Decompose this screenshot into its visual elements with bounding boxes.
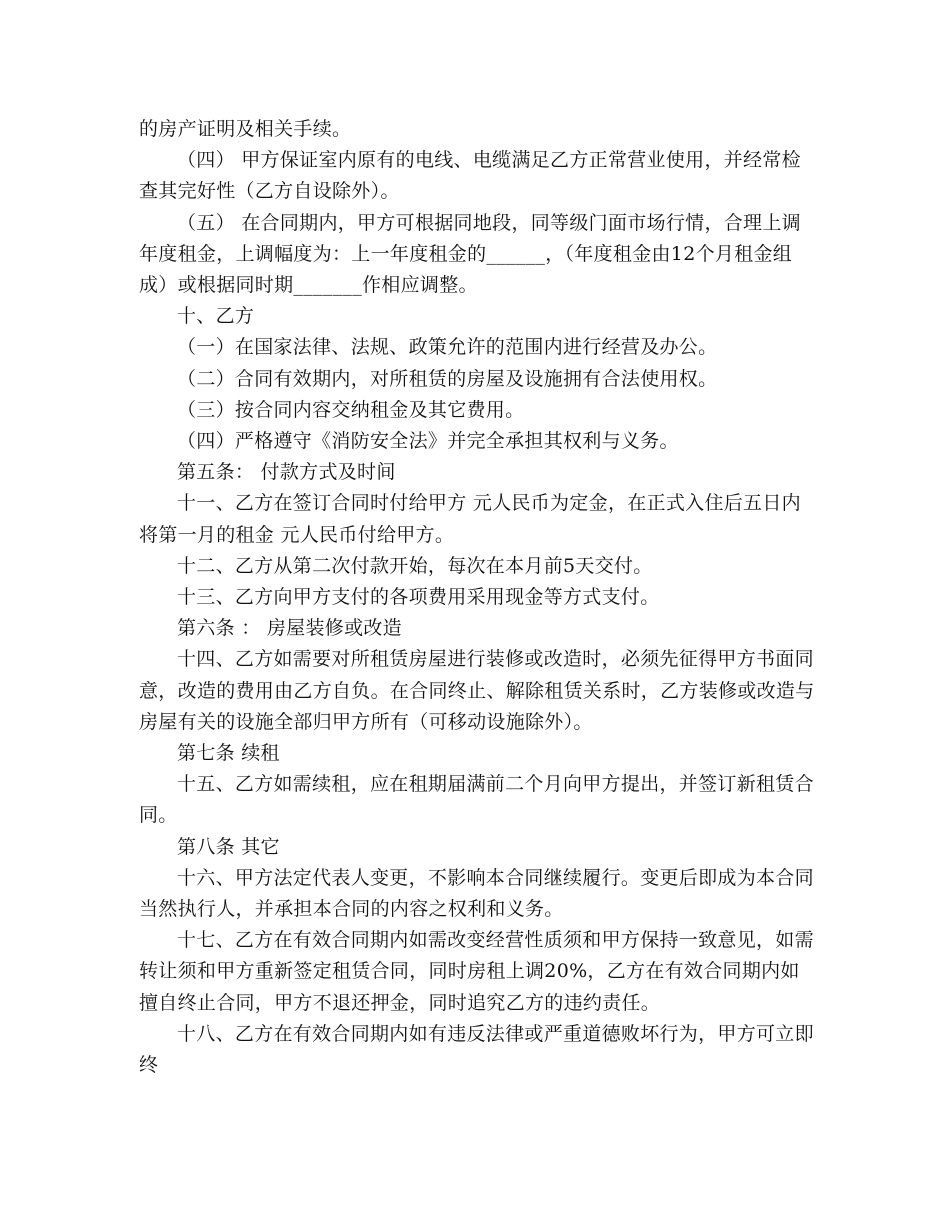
- paragraph-3: 十、乙方: [177, 305, 255, 328]
- paragraph-10: 十二、乙方从第二次付款开始，每次在本月前5天交付。: [177, 554, 653, 577]
- paragraph-7: （四）严格遵守《消防安全法》并完全承担其权利与义务。: [177, 430, 679, 453]
- paragraph-16: 第八条 其它: [177, 835, 280, 858]
- paragraph-13: 十四、乙方如需要对所租赁房屋进行装修或改造时，必须先征得甲方书面同意，改造的费用由乙方自负。在合同终止、解除租赁关系时，乙方装修或改造与房屋有关的设施全部归甲方所有（可移动设施除外）。: [139, 648, 815, 733]
- paragraph-12: 第六条 ： 房屋装修或改造: [177, 617, 402, 640]
- paragraph-18: 十七、乙方在有效合同期内如需改变经营性质须和甲方保持一致意见，如需转让须和甲方重新签定租赁合同，同时房租上调20%，乙方在有效合同期内如擅自终止合同，甲方不退还押金，同时追究乙方的违约责任。: [139, 929, 814, 1014]
- paragraph-6: （三）按合同内容交纳租金及其它费用。: [177, 398, 525, 421]
- paragraph-17: 十六、甲方法定代表人变更，不影响本合同继续履行。变更后即成为本合同当然执行人，并承担本合同的内容之权利和义务。: [139, 866, 814, 921]
- paragraph-15: 十五、乙方如需续租，应在租期届满前二个月向甲方提出，并签订新租赁合同。: [139, 773, 814, 827]
- paragraph-0: 的房产证明及相关手续。: [139, 118, 352, 140]
- paragraph-4: （一）在国家法律、法规、政策允许的范围内进行经营及办公。: [177, 336, 718, 359]
- document-body: [139, 114, 819, 1081]
- paragraph-1: （四） 甲方保证室内原有的电线、电缆满足乙方正常营业使用，并经常检查其完好性（乙方自设除外）。: [139, 149, 801, 203]
- paragraph-11: 十三、乙方向甲方支付的各项费用采用现金等方式支付。: [177, 586, 660, 609]
- paragraph-2: （五） 在合同期内，甲方可根据同地段，同等级门面市场行情，合理上调年度租金，上调幅度为：上一年度租金的______，（年度租金由12个月租金组成）或根据同时期_______作相应调整。: [139, 211, 801, 297]
- paragraph-5: （二）合同有效期内，对所租赁的房屋及设施拥有合法使用权。: [177, 367, 718, 390]
- paragraph-14: 第七条 续租: [177, 742, 280, 765]
- paragraph-19: 十八、乙方在有效合同期内如有违反法律或严重道德败坏行为，甲方可立即终: [139, 1022, 814, 1077]
- paragraph-8: 第五条： 付款方式及时间: [177, 461, 396, 484]
- paragraph-9: 十一、乙方在签订合同时付给甲方 元人民币为定金，在正式入住后五日内将第一月的租金 元人民币付给甲方。: [139, 492, 801, 546]
